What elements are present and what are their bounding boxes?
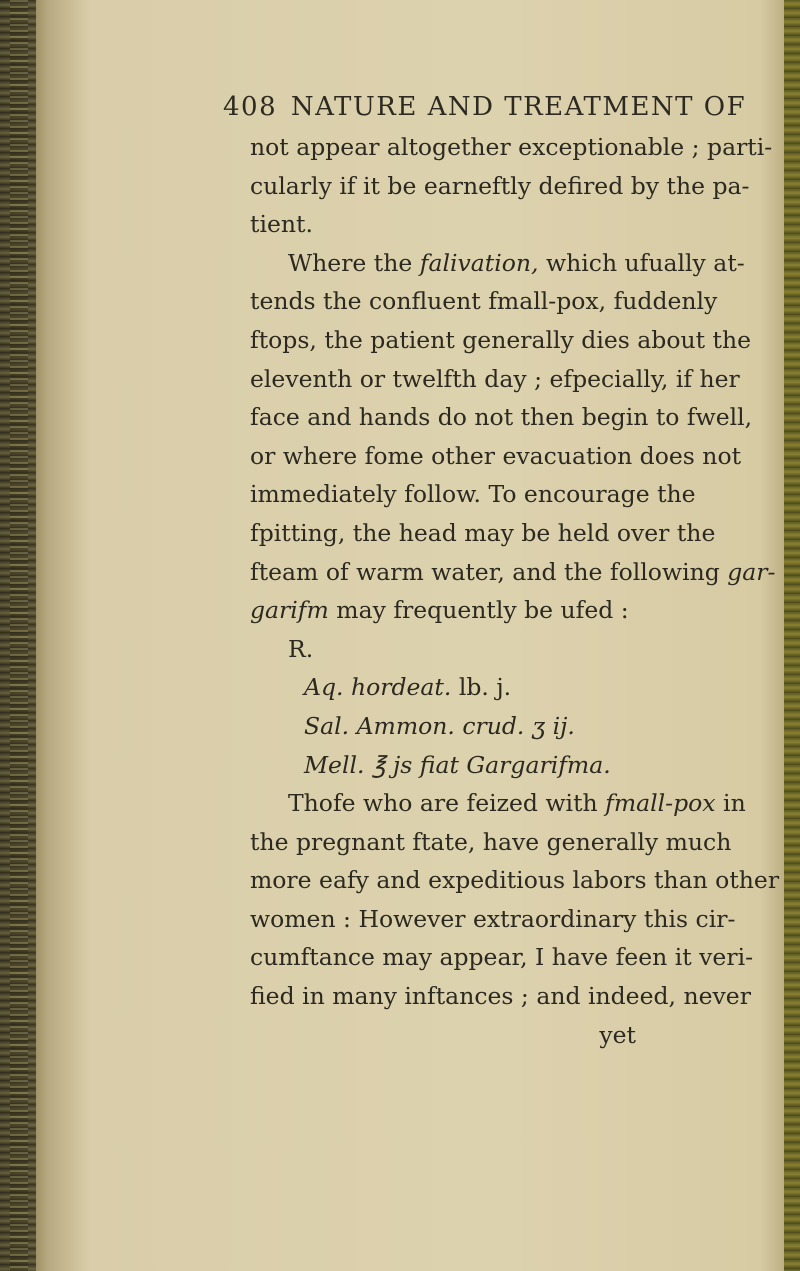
running-title: NATURE AND TREATMENT OF xyxy=(290,92,747,122)
text-line: fteam of warm water, and the following gar- xyxy=(250,557,776,586)
text-line: eleventh or twelfth day ; efpecially, if her xyxy=(250,364,740,393)
running-head xyxy=(223,92,747,122)
text-line: the pregnant ftate, have generally much xyxy=(250,827,732,856)
text-line: ftops, the patient generally dies about the xyxy=(250,325,752,354)
text-line: cumftance may appear, I have feen it veri- xyxy=(250,943,754,972)
page-number: 408 xyxy=(223,92,278,122)
text-line: garifm may frequently be ufed : xyxy=(250,596,629,625)
recipe-line: Aq. hordeat. lb. j. xyxy=(304,673,512,702)
text-line: tends the confluent fmall-pox, fuddenly xyxy=(250,287,718,316)
paragraph-start: Thofe who are feized with fmall-pox in xyxy=(288,789,746,818)
text-line: women : However extraordinary this cir- xyxy=(250,904,736,933)
text-line: fpitting, the head may be held over the xyxy=(250,518,716,547)
paragraph-start: Where the falivation, which ufually at- xyxy=(288,248,745,277)
catchword: yet xyxy=(599,1020,636,1049)
text-line: face and hands do not then begin to fwell, xyxy=(250,403,753,432)
text-line: or where fome other evacuation does not xyxy=(250,441,742,470)
text-line: immediately follow. To encourage the xyxy=(250,480,696,509)
page-edge xyxy=(784,0,800,1271)
text-line: not appear altogether exceptionable ; parti- xyxy=(250,133,773,161)
text-line: more eafy and expeditious labors than other xyxy=(250,866,780,895)
book-binding xyxy=(0,0,36,1271)
text-line: tient. xyxy=(250,210,313,239)
recipe-line: Mell. ℥ js fiat Gargarifma. xyxy=(304,750,611,779)
text-line: fied in many inftances ; and indeed, never xyxy=(250,982,751,1011)
recipe-heading: R. xyxy=(288,634,314,663)
text-line: cularly if it be earneftly defired by the pa- xyxy=(250,171,750,200)
page-text xyxy=(250,128,780,1054)
recipe-line: Sal. Ammon. crud. ʒ ij. xyxy=(304,711,575,740)
